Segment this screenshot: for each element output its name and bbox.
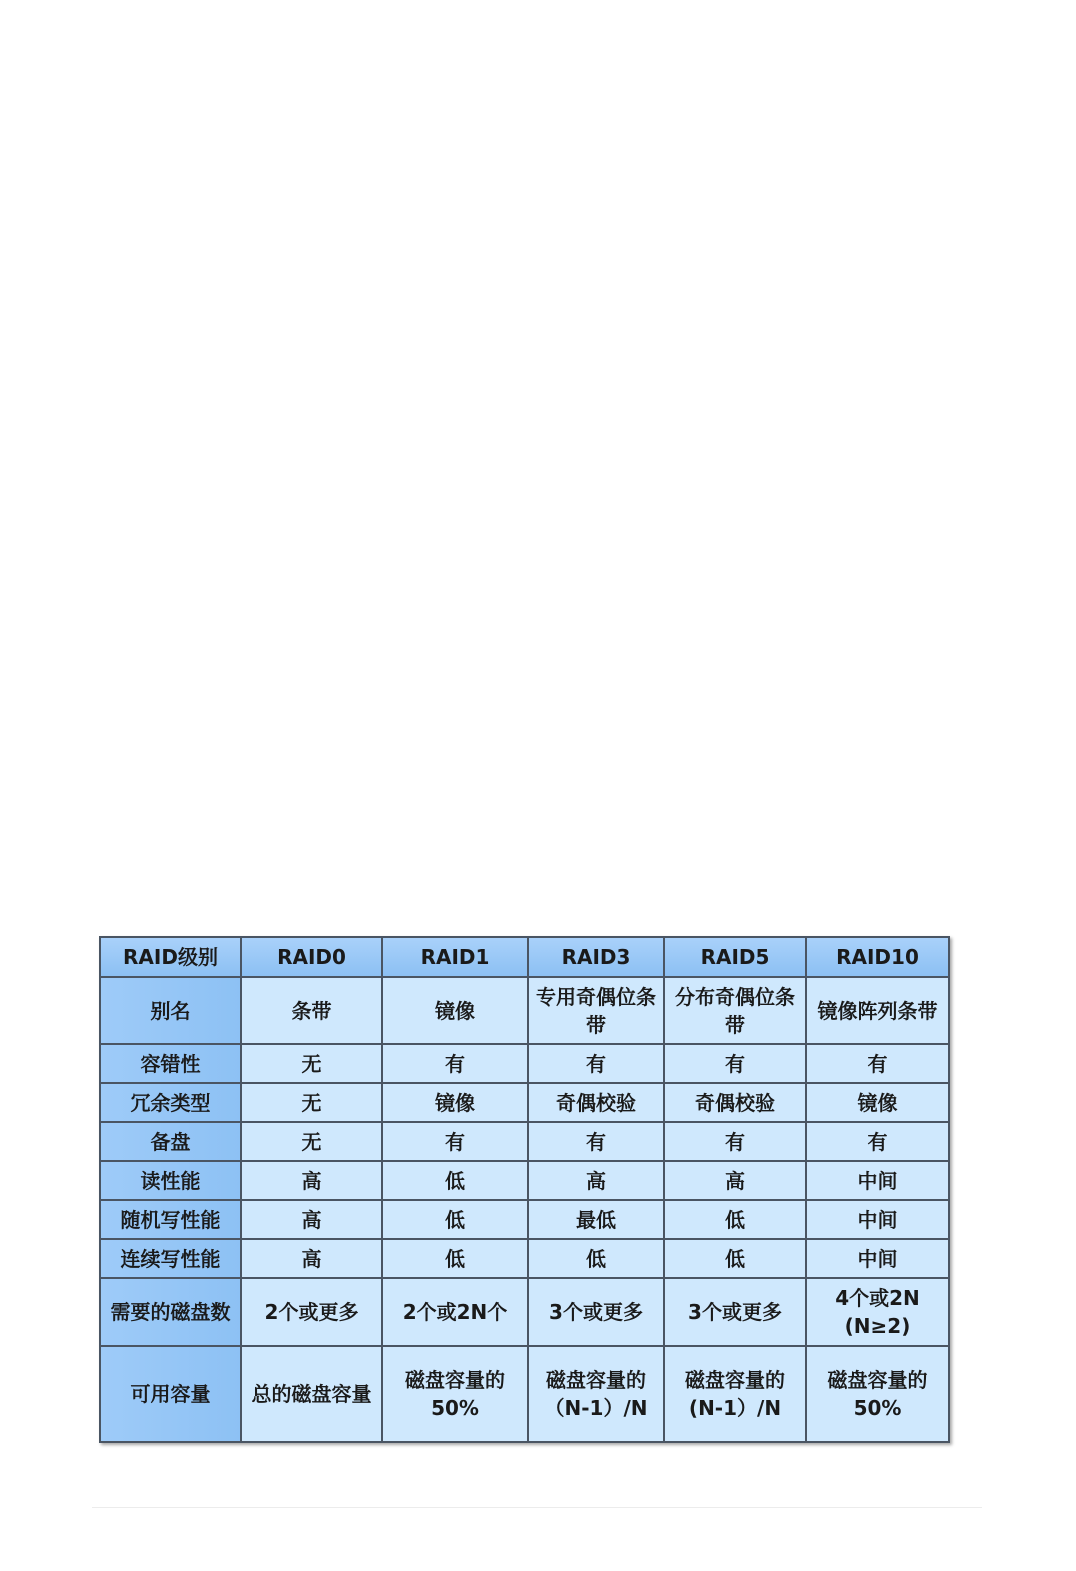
table-cell: 低	[664, 1200, 806, 1239]
row-label-spare-disk: 备盘	[100, 1122, 241, 1161]
row-label-alias: 别名	[100, 977, 241, 1044]
table-cell: 磁盘容量的(N-1）/N	[664, 1346, 806, 1442]
table-row-spare-disk	[100, 1122, 949, 1161]
table-row-redundancy-type	[100, 1083, 949, 1122]
table-cell: 高	[664, 1161, 806, 1200]
row-label-disk-count: 需要的磁盘数	[100, 1278, 241, 1346]
table-cell: 中间	[806, 1239, 949, 1278]
table-cell: 2个或更多	[241, 1278, 382, 1346]
table-cell: 2个或2N个	[382, 1278, 528, 1346]
table-cell: 有	[528, 1122, 664, 1161]
table-row-alias	[100, 977, 949, 1044]
page-divider	[92, 1507, 982, 1508]
table-cell: 磁盘容量的50%	[382, 1346, 528, 1442]
table-cell: 镜像	[806, 1083, 949, 1122]
row-label-sequential-write: 连续写性能	[100, 1239, 241, 1278]
table-cell: 高	[528, 1161, 664, 1200]
table-cell: 3个或更多	[528, 1278, 664, 1346]
row-label-fault-tolerance: 容错性	[100, 1044, 241, 1083]
table-cell: 无	[241, 1044, 382, 1083]
table-cell: 3个或更多	[664, 1278, 806, 1346]
header-cell-raid10: RAID10	[806, 937, 949, 977]
table-cell: 有	[806, 1122, 949, 1161]
table-cell: 分布奇偶位条带	[664, 977, 806, 1044]
header-cell-raid5: RAID5	[664, 937, 806, 977]
table-cell: 4个或2N (N≥2)	[806, 1278, 949, 1346]
table-cell: 有	[382, 1122, 528, 1161]
table-header-row	[100, 937, 949, 977]
header-cell-raid1: RAID1	[382, 937, 528, 977]
table-cell: 总的磁盘容量	[241, 1346, 382, 1442]
header-cell-raid-level: RAID级别	[100, 937, 241, 977]
table-cell: 中间	[806, 1200, 949, 1239]
table-cell: 镜像	[382, 977, 528, 1044]
table-cell: 中间	[806, 1161, 949, 1200]
table-cell: 磁盘容量的（N-1）/N	[528, 1346, 664, 1442]
table-cell: 奇偶校验	[664, 1083, 806, 1122]
table-row-random-write	[100, 1200, 949, 1239]
table-cell: 低	[382, 1239, 528, 1278]
table-cell: 低	[382, 1161, 528, 1200]
table-cell: 奇偶校验	[528, 1083, 664, 1122]
header-cell-raid3: RAID3	[528, 937, 664, 977]
table-cell: 磁盘容量的50%	[806, 1346, 949, 1442]
table-cell: 有	[382, 1044, 528, 1083]
table-cell: 高	[241, 1239, 382, 1278]
table-cell: 镜像阵列条带	[806, 977, 949, 1044]
raid-comparison-table	[99, 936, 950, 1443]
table-cell: 镜像	[382, 1083, 528, 1122]
table-row-sequential-write	[100, 1239, 949, 1278]
row-label-read-performance: 读性能	[100, 1161, 241, 1200]
table-cell: 有	[528, 1044, 664, 1083]
table-cell: 低	[528, 1239, 664, 1278]
table-cell: 无	[241, 1122, 382, 1161]
table-row-disk-count	[100, 1278, 949, 1346]
row-label-redundancy-type: 冗余类型	[100, 1083, 241, 1122]
table-cell: 专用奇偶位条带	[528, 977, 664, 1044]
table-row-usable-capacity	[100, 1346, 949, 1442]
table-cell: 低	[382, 1200, 528, 1239]
table-cell: 无	[241, 1083, 382, 1122]
table-row-fault-tolerance	[100, 1044, 949, 1083]
header-cell-raid0: RAID0	[241, 937, 382, 977]
table-cell: 最低	[528, 1200, 664, 1239]
table-cell: 低	[664, 1239, 806, 1278]
table-cell: 高	[241, 1200, 382, 1239]
table-cell: 高	[241, 1161, 382, 1200]
table-cell: 条带	[241, 977, 382, 1044]
table-cell: 有	[664, 1122, 806, 1161]
table-cell: 有	[664, 1044, 806, 1083]
table-row-read-performance	[100, 1161, 949, 1200]
row-label-usable-capacity: 可用容量	[100, 1346, 241, 1442]
row-label-random-write: 随机写性能	[100, 1200, 241, 1239]
table-cell: 有	[806, 1044, 949, 1083]
